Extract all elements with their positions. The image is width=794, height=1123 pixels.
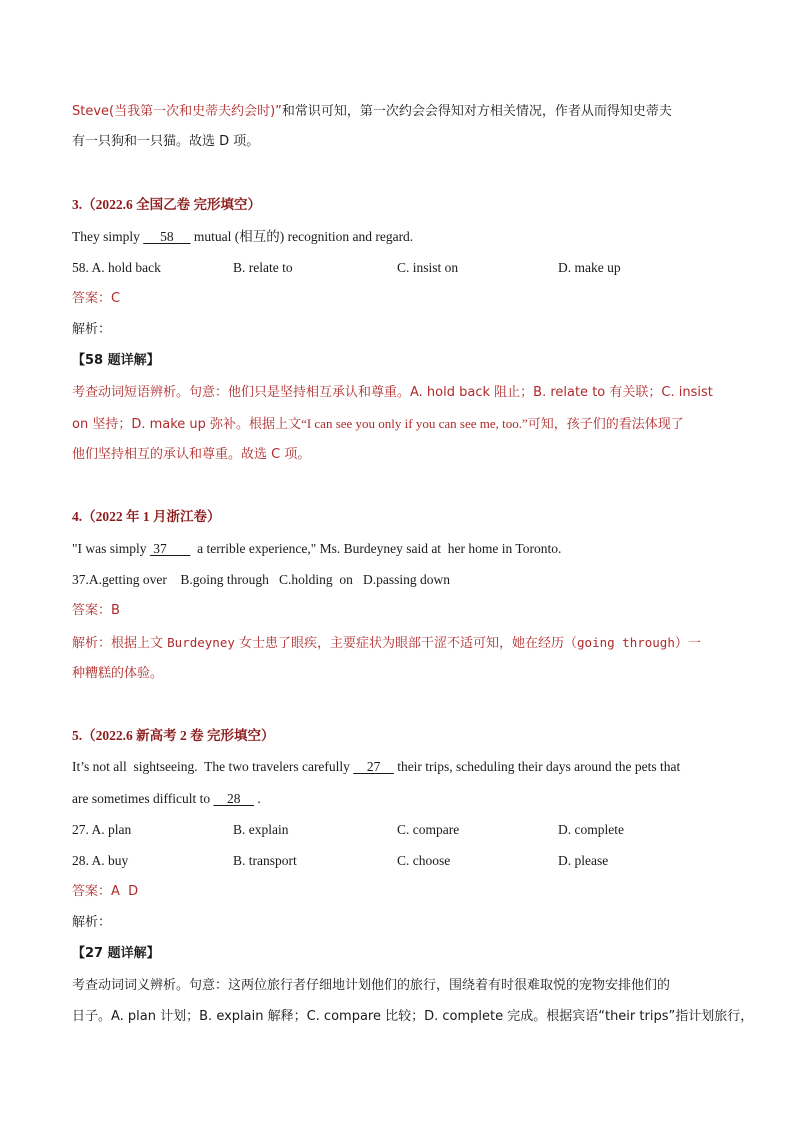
intro-line-2: 有一只狗和一只猫。故选 D 项。 bbox=[72, 134, 260, 149]
q4-exp1-phrase: going through bbox=[577, 635, 675, 650]
q5-27-option-d: D. complete bbox=[558, 822, 624, 837]
q5-27-option-a: 27. A. plan bbox=[72, 822, 132, 837]
q3-explanation-3: 他们坚持相互的承认和尊重。故选 C 项。 bbox=[72, 447, 311, 462]
q4-explanation-1 bbox=[72, 634, 701, 653]
q4-sentence bbox=[72, 540, 561, 558]
q3-option-a: 58. A. hold back bbox=[72, 260, 161, 275]
q4-exp1-mid: 女士患了眼疾，主要症状为眼部干涩不适可知，她在经历（ bbox=[234, 636, 578, 651]
q3-sentence-pre: They simply bbox=[72, 229, 144, 244]
q5-heading: 5.（2022.6 新高考 2 卷 完形填空） bbox=[72, 728, 275, 743]
q3-option-d: D. make up bbox=[558, 260, 621, 275]
q5-sentence-2 bbox=[72, 790, 261, 808]
q5-s2-post: . bbox=[253, 791, 261, 806]
q5-options-28 bbox=[72, 852, 724, 870]
q4-blank: 37 bbox=[149, 541, 191, 556]
q5-28-option-d: D. please bbox=[558, 853, 609, 868]
q5-s2-pre: are sometimes difficult to bbox=[72, 791, 214, 806]
intro-line-1 bbox=[72, 103, 672, 121]
q3-exp2-post: 可知，孩子们的看法体现了 bbox=[527, 417, 684, 432]
q3-heading: 3.（2022.6 全国乙卷 完形填空） bbox=[72, 197, 261, 212]
q3-answer: 答案：C bbox=[72, 291, 121, 306]
intro-text: 和常识可知，第一次约会会得知对方相关情况，作者从而得知史蒂夫 bbox=[281, 104, 672, 119]
q3-option-c: C. insist on bbox=[397, 260, 459, 275]
q3-analysis-label: 解析： bbox=[72, 322, 112, 337]
q4-heading: 4.（2022 年 1 月浙江卷） bbox=[72, 509, 221, 524]
q3-explanation-1: 考查动词短语辨析。句意：他们只是坚持相互承认和尊重。A. hold back 阻止；B. relate to 有关联；C. insist bbox=[72, 385, 713, 400]
q3-exp2-pre: on 坚持；D. make up 弥补。根据上文 bbox=[72, 417, 302, 432]
q5-28-option-c: C. choose bbox=[397, 853, 451, 868]
q5-answer: 答案：A D bbox=[72, 884, 139, 899]
q5-explanation-2: 日子。A. plan 计划；B. explain 解释；C. compare 比较；D. complete 完成。根据宾语“their trips”指计划旅行， bbox=[72, 1009, 754, 1024]
q5-sentence-1 bbox=[72, 758, 680, 776]
q5-27-option-b: B. explain bbox=[233, 822, 289, 837]
q5-analysis-label: 解析： bbox=[72, 915, 112, 930]
q4-exp1-post: ）一 bbox=[674, 636, 701, 651]
q3-option-b: B. relate to bbox=[233, 260, 293, 275]
intro-quote: Steve(当我第一次和史蒂夫约会时)” bbox=[72, 104, 282, 119]
q5-s1-post: their trips, scheduling their days around the pets that bbox=[393, 759, 681, 774]
q4-answer: 答案：B bbox=[72, 603, 120, 618]
q5-27-option-c: C. compare bbox=[397, 822, 460, 837]
q5-28-option-a: 28. A. buy bbox=[72, 853, 129, 868]
q4-sentence-post: a terrible experience," Ms. Burdeyney said at her home in Toronto. bbox=[190, 541, 562, 556]
q5-detail-label: 【27 题详解】 bbox=[72, 946, 160, 961]
q4-exp1-pre: 解析：根据上文 bbox=[72, 636, 168, 651]
q5-blank-27: 27 bbox=[353, 759, 394, 774]
q3-sentence-post: mutual (相互的) recognition and regard. bbox=[190, 229, 414, 244]
q4-sentence-pre: "I was simply bbox=[72, 541, 150, 556]
q4-explanation-2: 种糟糕的体验。 bbox=[72, 666, 164, 681]
q5-28-option-b: B. transport bbox=[233, 853, 297, 868]
q3-blank: 58 bbox=[143, 229, 191, 244]
q5-s1-pre: It’s not all sightseeing. The two travelers carefully bbox=[72, 759, 354, 774]
q4-options: 37.A.getting over B.going through C.holding on D.passing down bbox=[72, 572, 450, 587]
q5-blank-28: 28 bbox=[213, 791, 254, 806]
q4-exp1-name: Burdeyney bbox=[167, 635, 235, 650]
q3-detail-label: 【58 题详解】 bbox=[72, 353, 160, 368]
q3-explanation-2 bbox=[72, 415, 684, 434]
q3-options bbox=[72, 259, 724, 277]
q3-exp2-quote: “I can see you only if you can see me, too.” bbox=[301, 416, 528, 431]
q5-options-27 bbox=[72, 821, 724, 839]
q5-explanation-1: 考查动词词义辨析。句意：这两位旅行者仔细地计划他们的旅行，围绕着有时很难取悦的宠物安排他们的 bbox=[72, 978, 671, 993]
q3-sentence bbox=[72, 228, 413, 246]
